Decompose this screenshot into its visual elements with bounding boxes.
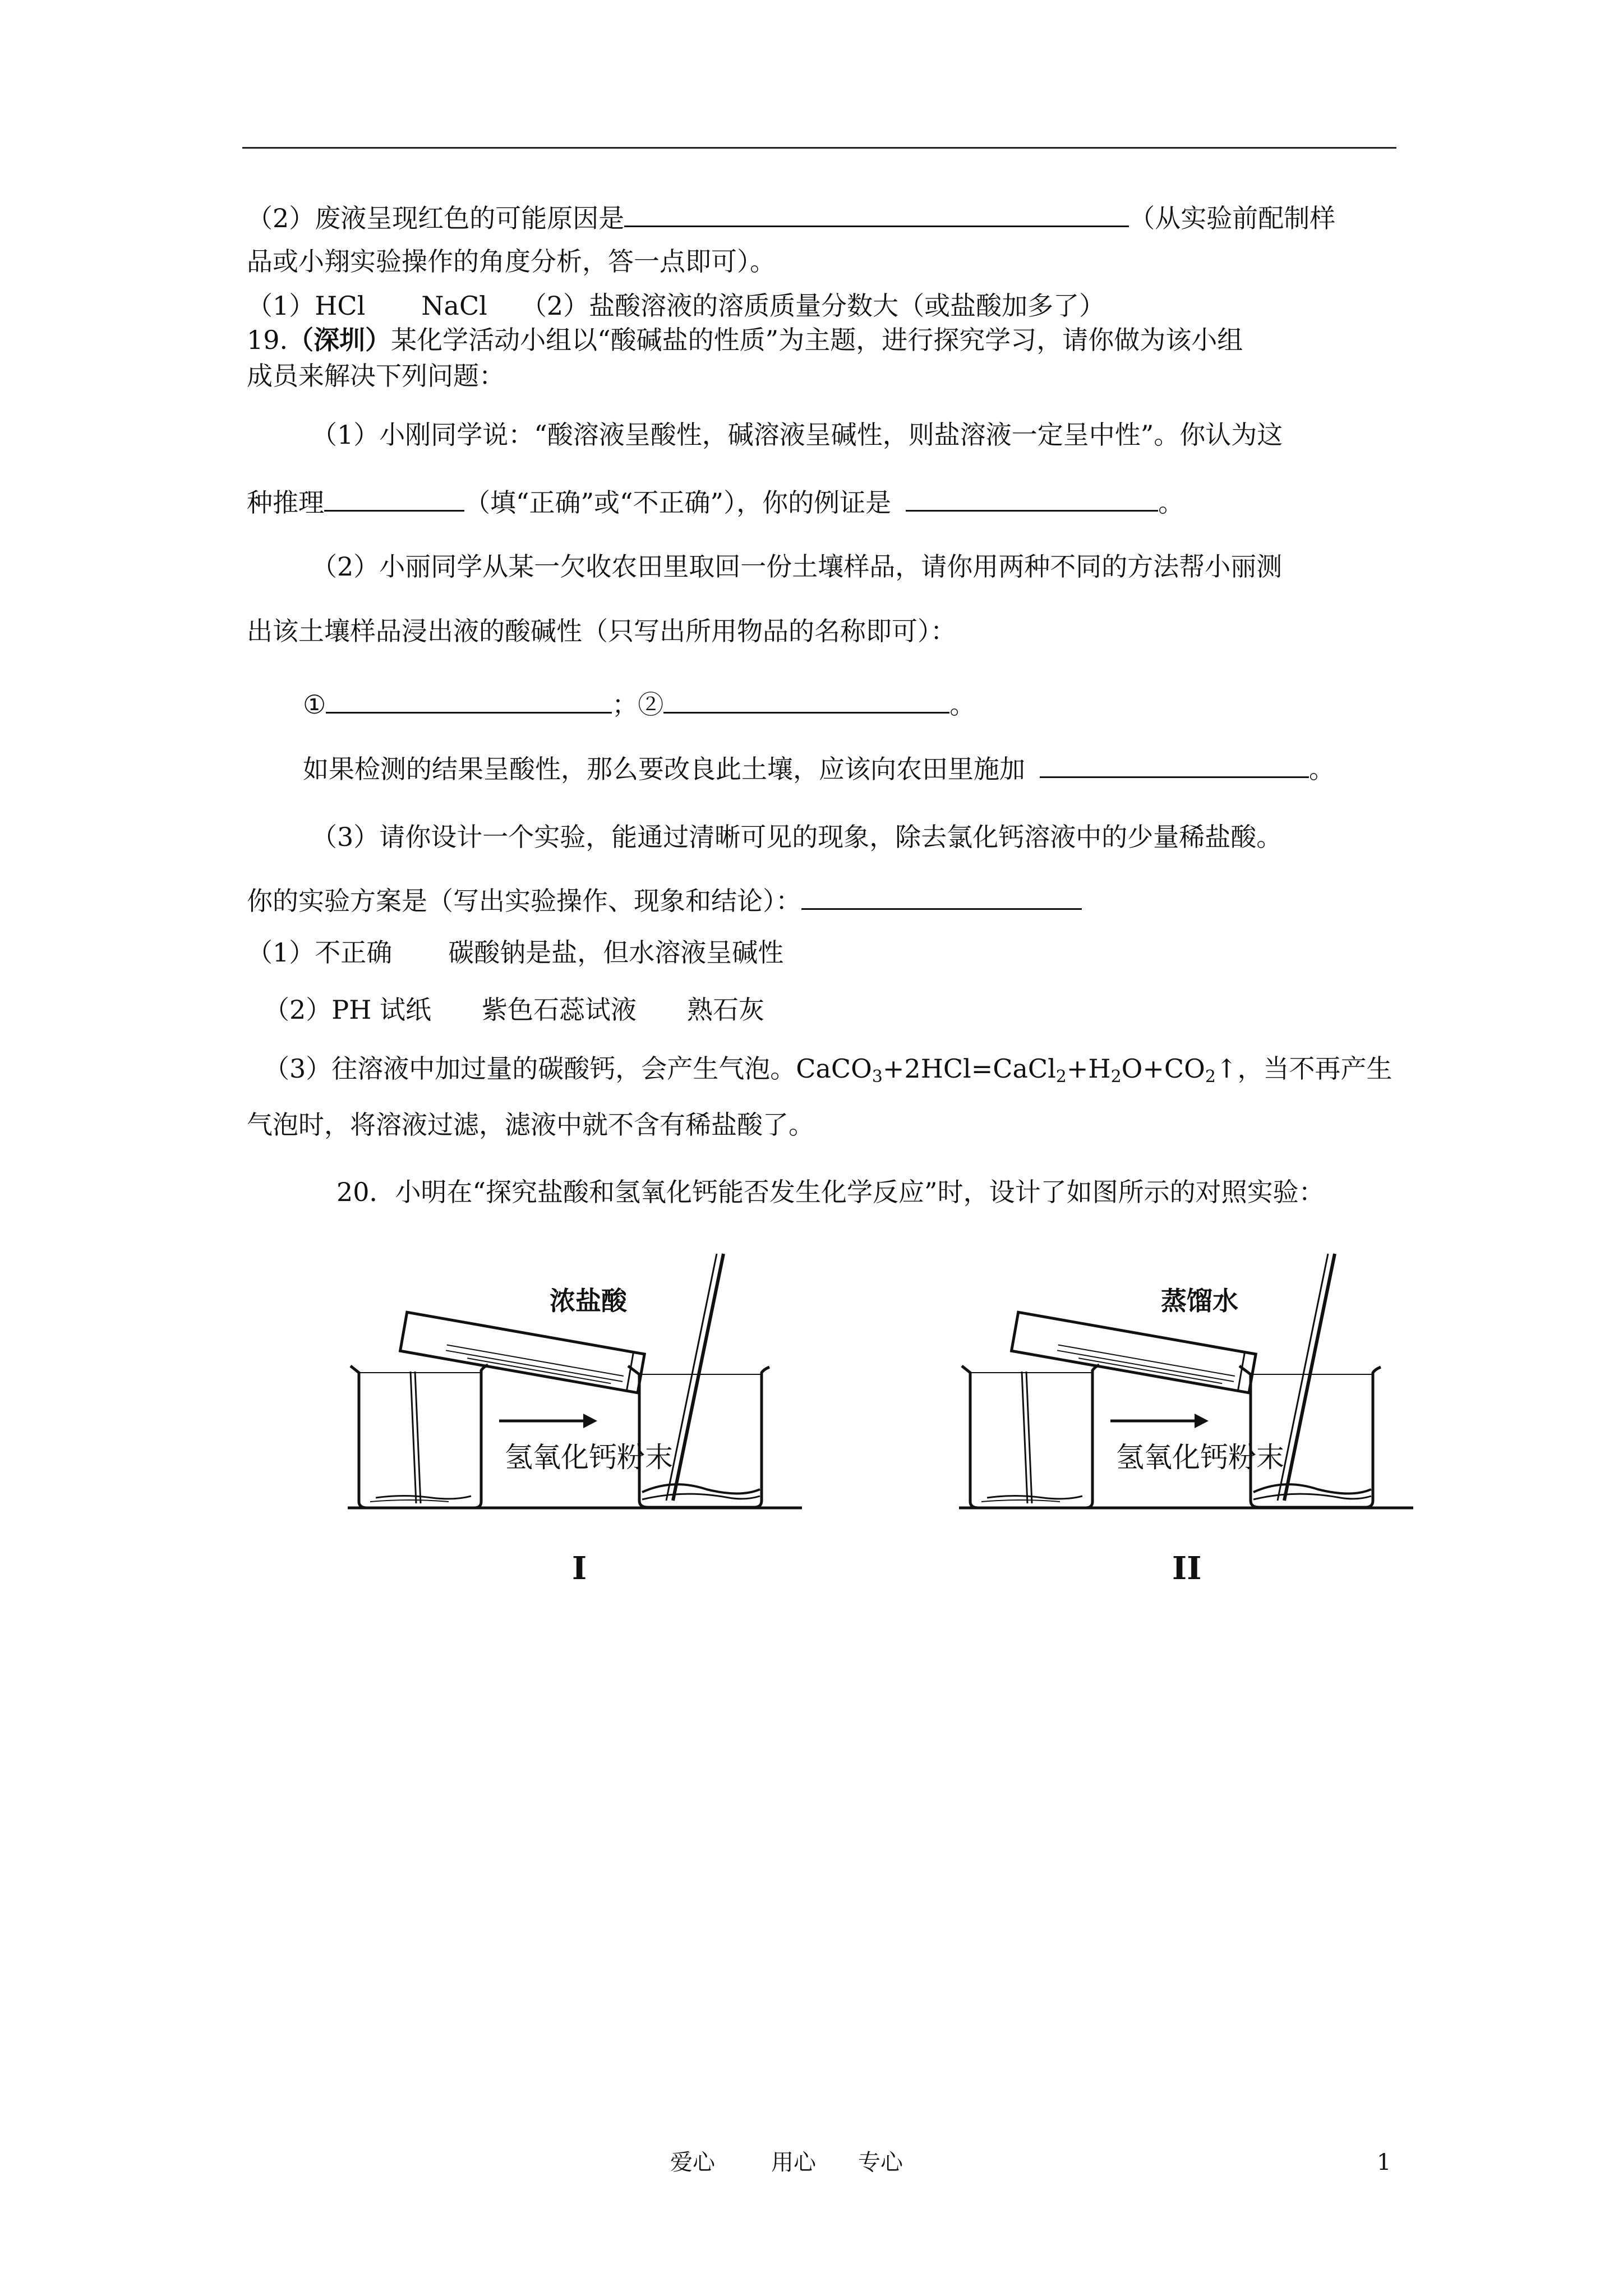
q19-p3-blank[interactable] — [801, 884, 1082, 910]
q19-p2-blank1[interactable] — [326, 687, 612, 714]
figure-numeral-2: II — [1172, 1550, 1202, 1587]
q19-p3-text: 你的实验方案是（写出实验操作、现象和结论）： — [247, 886, 801, 916]
footer-word-1: 爱心 — [670, 2150, 715, 2175]
q18-answer-blank[interactable] — [624, 201, 1129, 227]
q19-answer-1-text: 碳酸钠是盐，但水溶液呈碱性 — [448, 937, 784, 968]
q19-p3-line2 — [247, 884, 1082, 918]
footer-word-2: 用心 — [771, 2150, 816, 2175]
q19-answer-3-line2: 气泡时，将溶液过滤，滤液中就不含有稀盐酸了。 — [247, 1110, 814, 1140]
q19-p1-line2 — [247, 485, 1184, 519]
q19-answer-2-label: （2）PH 试纸 — [264, 995, 431, 1025]
q18-part2-line1 — [247, 201, 1335, 235]
q19-p1-c: 。 — [1158, 487, 1184, 518]
experiment-diagram — [336, 1243, 1436, 1590]
q19-p2-line2: 出该土壤样品浸出液的酸碱性（只写出所用物品的名称即可）： — [247, 616, 956, 646]
q18-answer-part2: （2）盐酸溶液的溶质质量分数大（或盐酸加多了） — [520, 291, 1105, 321]
q19-p2-line4-a: 如果检测的结果呈酸性，那么要改良此土壤，应该向农田里施加 — [303, 754, 1025, 784]
q19-answer-3: （3）往溶液中加过量的碳酸钙，会产生气泡。$CaCO_3+2HCl=CaCl_2+H_2O+CO_2↑$，当不再产生 — [264, 1053, 1393, 1087]
footer-slogan — [670, 2148, 903, 2177]
experiment-figure — [336, 1243, 1436, 1590]
q19-intro: 某化学活动小组以“酸碱盐的性质”为主题，进行探究学习，请你做为该小组 — [391, 325, 1243, 355]
q19-answer-2 — [264, 993, 764, 1027]
q19-answer-1 — [247, 936, 783, 969]
q18-part2-line2: 品或小翔实验操作的角度分析，答一点即可）。 — [247, 246, 776, 277]
q19-p2-sep: ；② — [612, 689, 664, 720]
q20-text: 20．小明在“探究盐酸和氢氧化钙能否发生化学反应”时，设计了如图所示的对照实验： — [336, 1177, 1325, 1207]
page-number: 1 — [1377, 2150, 1391, 2175]
q19-number: 19. — [247, 325, 288, 355]
graduated-cylinder-1 — [400, 1312, 645, 1393]
q19-p1-b: （填“正确”或“不正确”），你的例证是 — [464, 487, 892, 518]
q19-p1-line1: （1）小刚同学说：“酸溶液呈酸性，碱溶液呈碱性，则盐溶液一定呈中性”。你认为这 — [311, 420, 1283, 450]
q18-part2-prefix: （2）废液呈现红色的可能原因是 — [247, 203, 625, 233]
q19-p2-line4 — [303, 752, 1335, 786]
left-reagent-label: 浓盐酸 — [550, 1286, 627, 1316]
q19-intro-line1 — [247, 323, 1243, 357]
q19-p2-line3 — [303, 687, 975, 721]
figure-numeral-1: I — [572, 1550, 587, 1587]
footer-word-3: 专心 — [858, 2150, 903, 2175]
right-powder-label: 氢氧化钙粉末 — [1116, 1441, 1284, 1474]
q19-intro-line2: 成员来解决下列问题： — [247, 361, 505, 391]
q18-answer-line — [247, 289, 1105, 323]
left-powder-label: 氢氧化钙粉末 — [505, 1441, 673, 1474]
q18-answer-part1-val: NaCl — [421, 291, 487, 321]
q19-p3-line1: （3）请你设计一个实验，能通过清晰可见的现象，除去氯化钙溶液中的少量稀盐酸。 — [311, 822, 1283, 852]
graduated-cylinder-2 — [1012, 1312, 1256, 1393]
q19-p2-line4-b: 。 — [1309, 754, 1335, 784]
q19-p2-line1: （2）小丽同学从某一欠收农田里取回一份土壤样品，请你用两种不同的方法帮小丽测 — [311, 551, 1283, 582]
q19-p2-blank2[interactable] — [663, 687, 949, 714]
q18-answer-part1: （1）HCl — [247, 291, 366, 321]
q18-part2-suffix: （从实验前配制样 — [1129, 203, 1336, 233]
q19-answer-2-c: 熟石灰 — [686, 995, 764, 1025]
header-rule — [242, 147, 1396, 149]
q19-p2-mark1: ① — [303, 689, 326, 720]
q19-p2-end: 。 — [949, 689, 976, 720]
q19-p1-blank2[interactable] — [906, 485, 1158, 512]
right-reagent-label: 蒸馏水 — [1161, 1286, 1238, 1316]
q19-p2-blank3[interactable] — [1040, 752, 1309, 778]
q19-p1-blank1[interactable] — [324, 485, 464, 512]
q19-answer-1-label: （1）不正确 — [247, 937, 393, 968]
q19-p1-a: 种推理 — [247, 487, 324, 518]
q19-answer-2-b: 紫色石蕊试液 — [481, 995, 637, 1025]
q19-source: （深圳） — [288, 325, 391, 355]
